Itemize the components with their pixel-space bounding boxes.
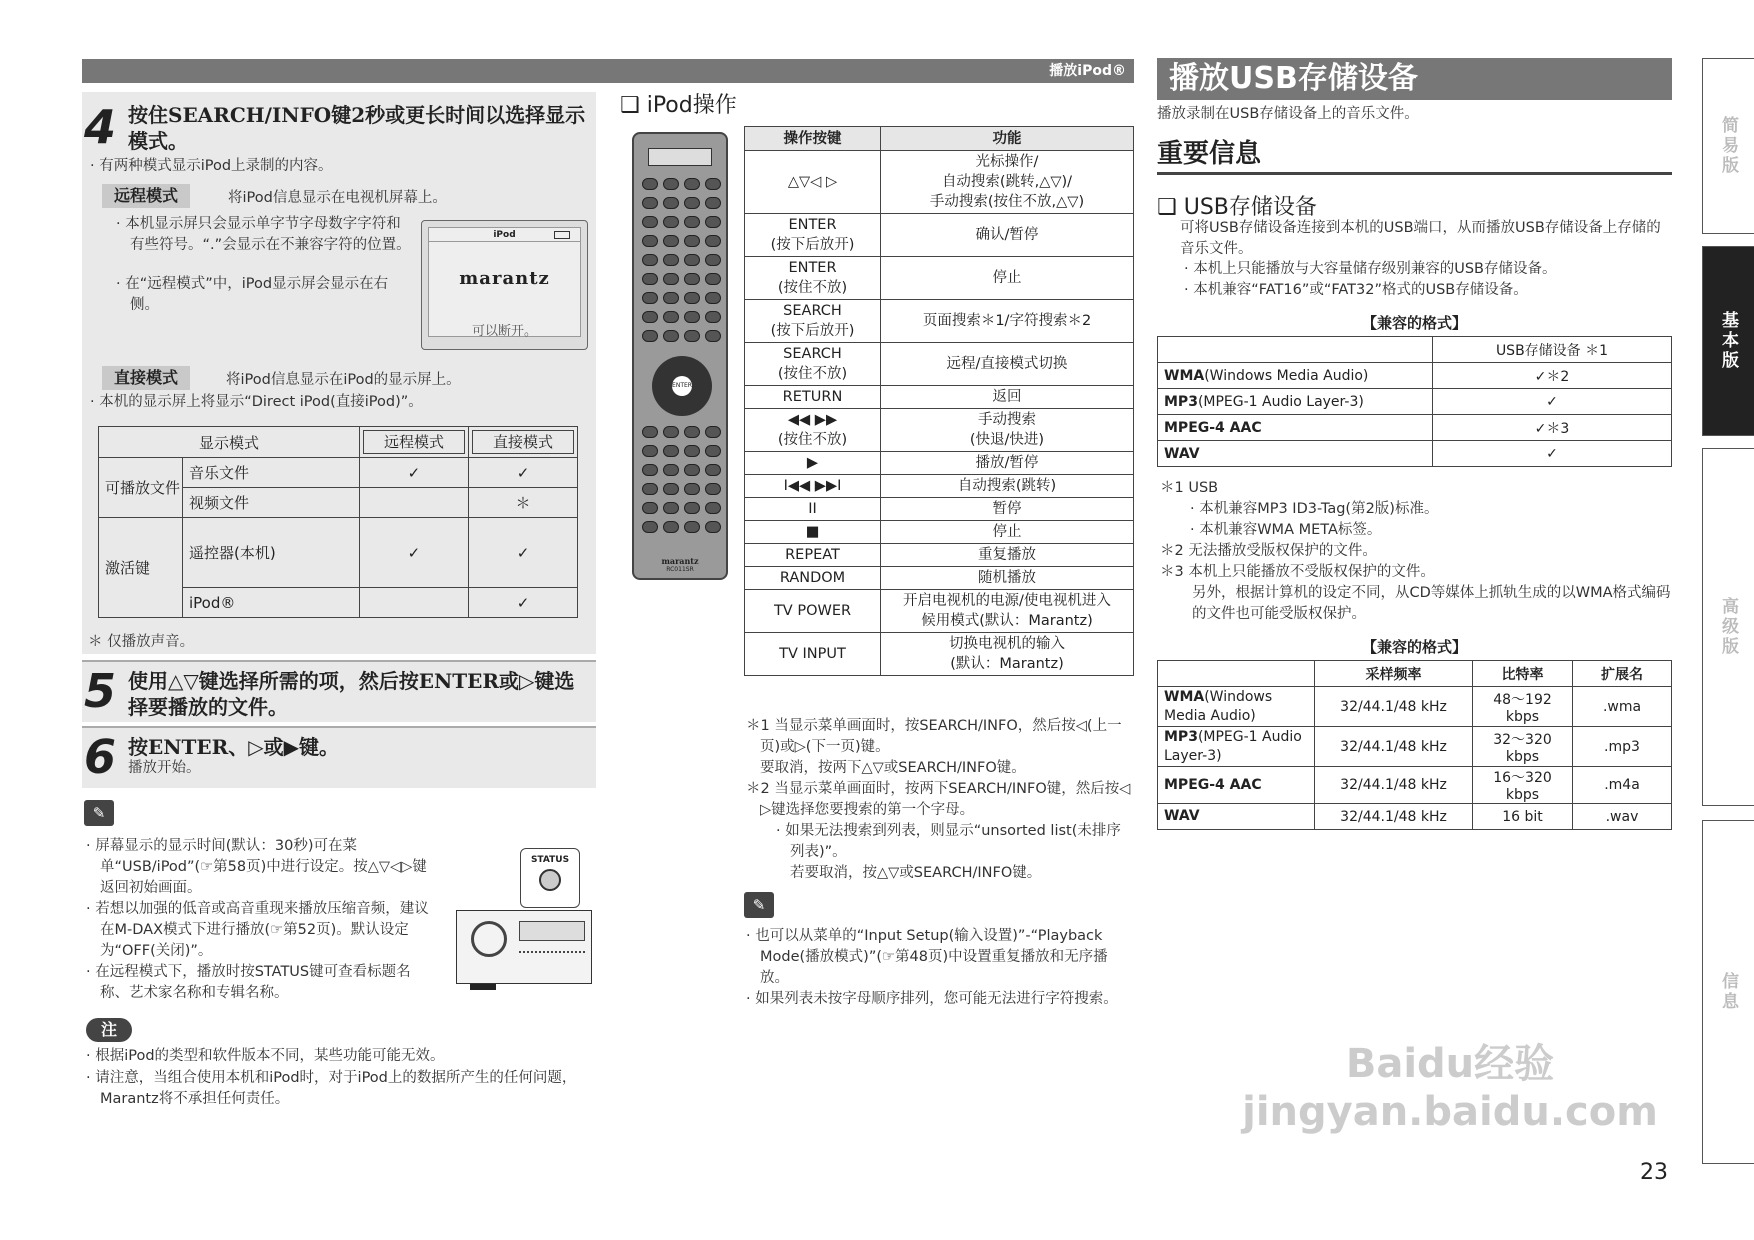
- th-display-mode: 显示模式: [99, 427, 360, 458]
- note-left-bullet-2: · 请注意，当组合使用本机和iPod时，对于iPod上的数据所产生的任何问题，Marantz将不承担任何责任。: [86, 1070, 577, 1107]
- remote-button-icon: [663, 273, 679, 285]
- ops-function: 切换电视机的输入 (默认：Marantz): [881, 633, 1134, 676]
- ops-key: II: [745, 498, 881, 521]
- spec-row: [1158, 727, 1672, 767]
- remote-button-icon: [642, 483, 658, 495]
- compat-format-sub: (MPEG-1 Audio Layer-3): [1197, 393, 1364, 410]
- display-mode-table: [98, 426, 578, 618]
- compat-mark: ✓＊3: [1433, 415, 1672, 441]
- ops-key: ENTER (按下后放开): [745, 214, 881, 257]
- spec-format-name: MP3: [1164, 728, 1198, 745]
- usb-subtitle: 播放录制在USB存储设备上的音乐文件。: [1157, 106, 1419, 122]
- remote-button-icon: [642, 311, 658, 323]
- cell-music-direct: ✓: [468, 458, 577, 488]
- ipod-footnote-2c: 若要取消，按△▽或SEARCH/INFO键。: [790, 865, 1042, 881]
- cell-remote-remote: ✓: [359, 518, 468, 588]
- step6-sub: 播放开始。: [128, 760, 201, 776]
- remote-button-icon: [684, 178, 700, 190]
- remote-button-icon: [705, 502, 721, 514]
- spec-format: [1158, 804, 1315, 830]
- ops-row: [745, 544, 1134, 567]
- remote-button-icon: [642, 254, 658, 266]
- th-function: 功能: [881, 127, 1134, 151]
- ops-row: [745, 521, 1134, 544]
- th-format: [1158, 661, 1315, 687]
- remote-button-icon: [705, 464, 721, 476]
- spec-bitrate: 32～320 kbps: [1473, 727, 1573, 767]
- ops-function: 停止: [881, 257, 1134, 300]
- cell-video-files: 视频文件: [183, 488, 360, 518]
- page-number: 23: [1640, 1160, 1668, 1185]
- ops-key: ◀◀ ▶▶ (按住不放): [745, 409, 881, 452]
- compat-row: [1158, 363, 1672, 389]
- step6-number: 6: [84, 730, 117, 784]
- lcd-brand: marantz: [459, 268, 550, 289]
- remote-button-icon: [642, 521, 658, 533]
- usb-title: 播放USB存储设备: [1157, 58, 1672, 100]
- remote-dpad-icon: [652, 356, 712, 416]
- remote-brand: marantz: [661, 556, 699, 566]
- remote-button-icon: [684, 197, 700, 209]
- compat-format-name: MPEG-4 AAC: [1164, 419, 1262, 436]
- remote-mode-desc: 将iPod信息显示在电视机屏幕上。: [228, 190, 447, 206]
- ipod-footnote-2b: · 如果无法搜索到列表，则显示“unsorted list(未排序列表)”。: [776, 823, 1121, 860]
- ops-key: ENTER (按住不放): [745, 257, 881, 300]
- remote-button-icon: [642, 235, 658, 247]
- ops-function: 返回: [881, 386, 1134, 409]
- compat-format: [1158, 389, 1433, 415]
- baidu-watermark: Baidu经验 jingyan.baidu.com: [1242, 1041, 1658, 1135]
- side-tab-basic-label: 基本版: [1718, 311, 1738, 371]
- remote-button-icon: [705, 330, 721, 342]
- row-activation-keys: 激活键: [99, 518, 183, 618]
- remote-enter-icon: ENTER: [672, 376, 692, 396]
- remote-button-icon: [663, 254, 679, 266]
- remote-button-icon: [705, 273, 721, 285]
- remote-button-icon: [663, 178, 679, 190]
- ops-function: 随机播放: [881, 567, 1134, 590]
- ops-row: [745, 151, 1134, 214]
- ipod-memo-bullet-2: · 如果列表未按字母顺序排列，您可能无法进行字符搜索。: [746, 991, 1118, 1007]
- spec-row: [1158, 804, 1672, 830]
- remote-button-icon: [684, 292, 700, 304]
- front-display-icon: [519, 921, 585, 941]
- footnote-audio-only: ＊ 仅播放声音。: [88, 634, 195, 650]
- remote-button-icon: [705, 292, 721, 304]
- th-remote-label: 远程模式: [363, 430, 465, 454]
- ops-row: [745, 257, 1134, 300]
- spec-ext: .m4a: [1573, 767, 1672, 804]
- front-buttons-icon: [519, 951, 585, 959]
- th-bit-rate: 比特率: [1473, 661, 1573, 687]
- receiver-foot-icon: [470, 984, 496, 990]
- spec-format-sub: (Windows Media Audio): [1164, 688, 1273, 724]
- ops-function: 自动搜索(跳转): [881, 475, 1134, 498]
- compat-row: [1158, 441, 1672, 467]
- th-remote-mode: [359, 427, 468, 458]
- remote-button-icon: [663, 197, 679, 209]
- ipod-lcd-panel: [421, 220, 588, 350]
- ops-function: 开启电视机的电源/使电视机进入 候用模式(默认：Marantz): [881, 590, 1134, 633]
- remote-button-icon: [663, 445, 679, 457]
- spec-format: [1158, 767, 1315, 804]
- ipod-operations-table: [744, 126, 1134, 676]
- th-operation-key: 操作按键: [745, 127, 881, 151]
- usb-bullet-1: · 本机上只能播放与大容量储存级别兼容的USB存储设备。: [1184, 261, 1557, 277]
- section-header-bar: 播放iPod®: [82, 59, 1134, 83]
- step4-note: · 有两种模式显示iPod上录制的内容。: [90, 158, 333, 174]
- spec-ext: .wma: [1573, 687, 1672, 727]
- remote-ir-window-icon: [648, 148, 712, 166]
- ops-row: [745, 567, 1134, 590]
- direct-mode-bullet: · 本机的显示屏上将显示“Direct iPod(直接iPod)”。: [90, 394, 423, 410]
- compat-row: [1158, 389, 1672, 415]
- lcd-top-label: iPod: [493, 230, 516, 240]
- usb-fn3b: 另外，根据计算机的设定不同，从CD等媒体上抓轨生成的以WMA格式编码的文件也可能受版权保护。: [1192, 585, 1671, 622]
- ops-function: 暂停: [881, 498, 1134, 521]
- ops-function: 页面搜索＊1/字符搜索＊2: [881, 300, 1134, 343]
- side-tab-advanced-label: 高级版: [1718, 597, 1738, 657]
- remote-button-icon: [663, 483, 679, 495]
- row-playable-files: 可播放文件: [99, 458, 183, 518]
- remote-button-icon: [642, 273, 658, 285]
- remote-button-icon: [705, 521, 721, 533]
- spec-bitrate: 48～192 kbps: [1473, 687, 1573, 727]
- remote-button-icon: [663, 464, 679, 476]
- cell-video-direct: ＊: [468, 488, 577, 518]
- remote-button-icon: [642, 216, 658, 228]
- ops-row: [745, 452, 1134, 475]
- remote-button-icon: [705, 254, 721, 266]
- usb-device-desc: 可将USB存储设备连接到本机的USB端口，从而播放USB存储设备上存储的音乐文件。: [1180, 220, 1661, 257]
- ops-row: [745, 386, 1134, 409]
- memo-left-bullet-1: · 屏幕显示的显示时间(默认：30秒)可在菜单“USB/iPod”(☞第58页)中进行设定。按△▽◁▷键返回初始画面。: [86, 838, 427, 896]
- remote-button-icon: [684, 464, 700, 476]
- volume-knob-icon: [471, 921, 507, 957]
- ops-key: ■: [745, 521, 881, 544]
- remote-button-icon: [642, 464, 658, 476]
- remote-button-icon: [684, 426, 700, 438]
- ops-row: [745, 214, 1134, 257]
- cell-ipod-remote: [359, 588, 468, 618]
- cell-remote-direct: ✓: [468, 518, 577, 588]
- ops-function: 停止: [881, 521, 1134, 544]
- spec-rate: 32/44.1/48 kHz: [1315, 767, 1473, 804]
- compat-format: [1158, 441, 1433, 467]
- cell-video-remote: [359, 488, 468, 518]
- spec-rate: 32/44.1/48 kHz: [1315, 727, 1473, 767]
- compat-format: [1158, 363, 1433, 389]
- usb-bullet-2: · 本机兼容“FAT16”或“FAT32”格式的USB存储设备。: [1184, 282, 1528, 298]
- remote-mode-bullet-1: · 本机显示屏只会显示单字节字母数字字符和有些符号。“.”会显示在不兼容字符的位置。: [116, 216, 411, 253]
- side-tab-info[interactable]: [1702, 820, 1754, 1164]
- remote-button-icon: [642, 426, 658, 438]
- remote-button-icon: [642, 197, 658, 209]
- cell-ipod-direct: ✓: [468, 588, 577, 618]
- side-tab-easy-label: 简易版: [1718, 116, 1738, 176]
- step6-title: 按ENTER、▷或▶键。: [128, 735, 340, 759]
- remote-button-icon: [642, 502, 658, 514]
- spec-format: [1158, 687, 1315, 727]
- spec-row: [1158, 687, 1672, 727]
- remote-button-icon: [705, 178, 721, 190]
- remote-button-icon: [663, 330, 679, 342]
- spec-bitrate: 16 bit: [1473, 804, 1573, 830]
- compat-mark: ✓: [1433, 441, 1672, 467]
- side-tab-easy[interactable]: [1702, 58, 1754, 234]
- pencil-icon-middle: ✎: [744, 892, 774, 918]
- ipod-lcd-screen: [428, 227, 581, 337]
- ops-key: RETURN: [745, 386, 881, 409]
- ops-function: 手动搜索 (快退/快进): [881, 409, 1134, 452]
- th-direct-mode: [468, 427, 577, 458]
- remote-button-icon: [684, 330, 700, 342]
- lcd-topbar: [429, 228, 580, 242]
- direct-mode-tag: 直接模式: [102, 366, 190, 390]
- remote-button-icon: [642, 330, 658, 342]
- compat-title-1: 【兼容的格式】: [1361, 314, 1467, 332]
- receiver-front-panel-icon: [456, 910, 592, 984]
- remote-button-icon: [684, 483, 700, 495]
- memo-left-bullet-3: · 在远程模式下，播放时按STATUS键可查看标题名称、艺术家名称和专辑名称。: [86, 964, 411, 1001]
- status-callout: [520, 848, 580, 908]
- spec-format-sub: (MPEG-1 Audio Layer-3): [1164, 728, 1302, 764]
- spec-format-name: MPEG-4 AAC: [1164, 776, 1262, 793]
- remote-button-icon: [663, 502, 679, 514]
- ops-row: [745, 590, 1134, 633]
- step5-title: 使用△▽键选择所需的项，然后按ENTER或▷键选择要播放的文件。: [128, 669, 575, 719]
- usb-fn1b: · 本机兼容WMA META标签。: [1190, 522, 1382, 538]
- ops-key: RANDOM: [745, 567, 881, 590]
- memo-left-bullet-2: · 若想以加强的低音或高音重现来播放压缩音频，建议在M-DAX模式下进行播放(☞第52页)。默认设定为“OFF(关闭)”。: [86, 901, 429, 959]
- remote-button-icon: [684, 445, 700, 457]
- ops-row: [745, 409, 1134, 452]
- remote-button-icon: [642, 292, 658, 304]
- th-extension: 扩展名: [1573, 661, 1672, 687]
- remote-button-icon: [684, 216, 700, 228]
- th-blank: [1158, 337, 1433, 363]
- remote-button-icon: [642, 445, 658, 457]
- remote-button-icon: [663, 292, 679, 304]
- ops-key: SEARCH (按住不放): [745, 343, 881, 386]
- usb-fn1: ＊1 USB: [1160, 480, 1219, 496]
- status-label: STATUS: [530, 855, 570, 865]
- compat-mark: ✓: [1433, 389, 1672, 415]
- ops-key: TV POWER: [745, 590, 881, 633]
- usb-spec-table: [1157, 660, 1672, 830]
- step5-number: 5: [84, 664, 117, 718]
- remote-mode-tag: 远程模式: [102, 184, 190, 208]
- ipod-footnote-1: ＊1 当显示菜单画面时，按SEARCH/INFO，然后按◁(上一页)或▷(下一页)键。 要取消，按两下△▽或SEARCH/INFO键。: [746, 718, 1122, 776]
- compat-row: [1158, 415, 1672, 441]
- compat-format-name: WMA: [1164, 367, 1205, 384]
- ops-function: 远程/直接模式切换: [881, 343, 1134, 386]
- remote-mode-bullet-2: · 在“远程模式”中，iPod显示屏会显示在右侧。: [116, 276, 389, 313]
- remote-button-icon: [642, 178, 658, 190]
- ops-function: 光标操作/ 自动搜索(跳转,△▽)/ 手动搜索(按住不放,△▽): [881, 151, 1134, 214]
- ipod-footnote-2: ＊2 当显示菜单画面时，按两下SEARCH/INFO键，然后按◁ ▷键选择您要搜索的第一个字母。: [746, 781, 1131, 818]
- remote-button-icon: [684, 254, 700, 266]
- important-heading: 重要信息: [1157, 136, 1672, 175]
- ops-function: 重复播放: [881, 544, 1134, 567]
- spec-ext: .wav: [1573, 804, 1672, 830]
- spec-rate: 32/44.1/48 kHz: [1315, 804, 1473, 830]
- cell-ipod: iPod®: [183, 588, 360, 618]
- compat-format-name: MP3: [1164, 393, 1198, 410]
- spec-format-name: WAV: [1164, 808, 1200, 824]
- spec-row: [1158, 767, 1672, 804]
- spec-bitrate: 16～320 kbps: [1473, 767, 1573, 804]
- remote-button-icon: [705, 197, 721, 209]
- remote-button-icon: [705, 483, 721, 495]
- cell-remote-unit: 遥控器(本机): [183, 518, 360, 588]
- cell-music-remote: ✓: [359, 458, 468, 488]
- remote-button-icon: [684, 502, 700, 514]
- usb-fn3: ＊3 本机上只能播放不受版权保护的文件。: [1160, 564, 1435, 580]
- status-button-icon: [539, 869, 561, 891]
- spec-format: [1158, 727, 1315, 767]
- cell-music-files: 音乐文件: [183, 458, 360, 488]
- note-icon: 注: [86, 1018, 132, 1042]
- ops-function: 确认/暂停: [881, 214, 1134, 257]
- battery-icon: [554, 231, 570, 239]
- remote-button-icon: [705, 426, 721, 438]
- usb-fn1a: · 本机兼容MP3 ID3-Tag(第2版)标准。: [1190, 501, 1439, 517]
- ops-row: [745, 475, 1134, 498]
- ipod-memo-bullet-1: · 也可以从菜单的“Input Setup(输入设置)”-“Playback Mode(播放模式)”(☞第48页)中设置重复播放和无序播放。: [746, 928, 1108, 986]
- spec-ext: .mp3: [1573, 727, 1672, 767]
- ops-key: △▽◁ ▷: [745, 151, 881, 214]
- step4-number: 4: [84, 100, 117, 154]
- compat-format: [1158, 415, 1433, 441]
- th-direct-label: 直接模式: [472, 430, 574, 454]
- ops-row: [745, 498, 1134, 521]
- remote-button-icon: [663, 426, 679, 438]
- remote-button-icon: [705, 311, 721, 323]
- compat-format-name: WAV: [1164, 445, 1200, 462]
- remote-button-icon: [663, 311, 679, 323]
- ops-key: I◀◀ ▶▶I: [745, 475, 881, 498]
- remote-button-icon: [705, 235, 721, 247]
- pencil-icon: ✎: [84, 800, 114, 826]
- ipod-ops-title: ❑ iPod操作: [620, 93, 737, 118]
- ops-key: TV INPUT: [745, 633, 881, 676]
- remote-button-grid-lower: [640, 426, 724, 546]
- step4-title: 按住SEARCH/INFO键2秒或更长时间以选择显示模式。: [128, 103, 586, 153]
- remote-button-icon: [684, 235, 700, 247]
- side-tab-basic[interactable]: [1702, 246, 1754, 436]
- ops-row: [745, 343, 1134, 386]
- ops-row: [745, 633, 1134, 676]
- remote-button-icon: [684, 311, 700, 323]
- th-usb-device: USB存储设备 ＊1: [1433, 337, 1672, 363]
- lcd-message: 可以断开。: [471, 324, 537, 339]
- th-sample-rate: 采样频率: [1315, 661, 1473, 687]
- compat-title-2: 【兼容的格式】: [1361, 638, 1467, 656]
- remote-button-grid: [640, 178, 724, 368]
- usb-device-title: ❑ USB存储设备: [1157, 195, 1317, 220]
- remote-control-illustration: [632, 132, 728, 580]
- spec-rate: 32/44.1/48 kHz: [1315, 687, 1473, 727]
- side-tab-advanced[interactable]: [1702, 448, 1754, 806]
- remote-button-icon: [705, 216, 721, 228]
- remote-button-icon: [663, 521, 679, 533]
- ops-key: SEARCH (按下后放开): [745, 300, 881, 343]
- remote-button-icon: [684, 521, 700, 533]
- spec-format-name: WMA: [1164, 688, 1205, 705]
- remote-button-icon: [705, 445, 721, 457]
- side-tab-info-label: 信息: [1718, 972, 1738, 1012]
- compat-mark: ✓＊2: [1433, 363, 1672, 389]
- compat-format-sub: (Windows Media Audio): [1204, 367, 1369, 384]
- note-left-bullet-1: · 根据iPod的类型和软件版本不同，某些功能可能无效。: [86, 1048, 445, 1064]
- remote-model: RC011SR: [666, 566, 694, 573]
- remote-button-icon: [663, 235, 679, 247]
- remote-button-icon: [663, 216, 679, 228]
- direct-mode-desc: 将iPod信息显示在iPod的显示屏上。: [226, 372, 461, 388]
- ops-function: 播放/暂停: [881, 452, 1134, 475]
- ops-key: REPEAT: [745, 544, 881, 567]
- usb-compat-table: [1157, 336, 1672, 467]
- ops-row: [745, 300, 1134, 343]
- ops-key: ▶: [745, 452, 881, 475]
- usb-fn2: ＊2 无法播放受版权保护的文件。: [1160, 543, 1377, 559]
- remote-button-icon: [684, 273, 700, 285]
